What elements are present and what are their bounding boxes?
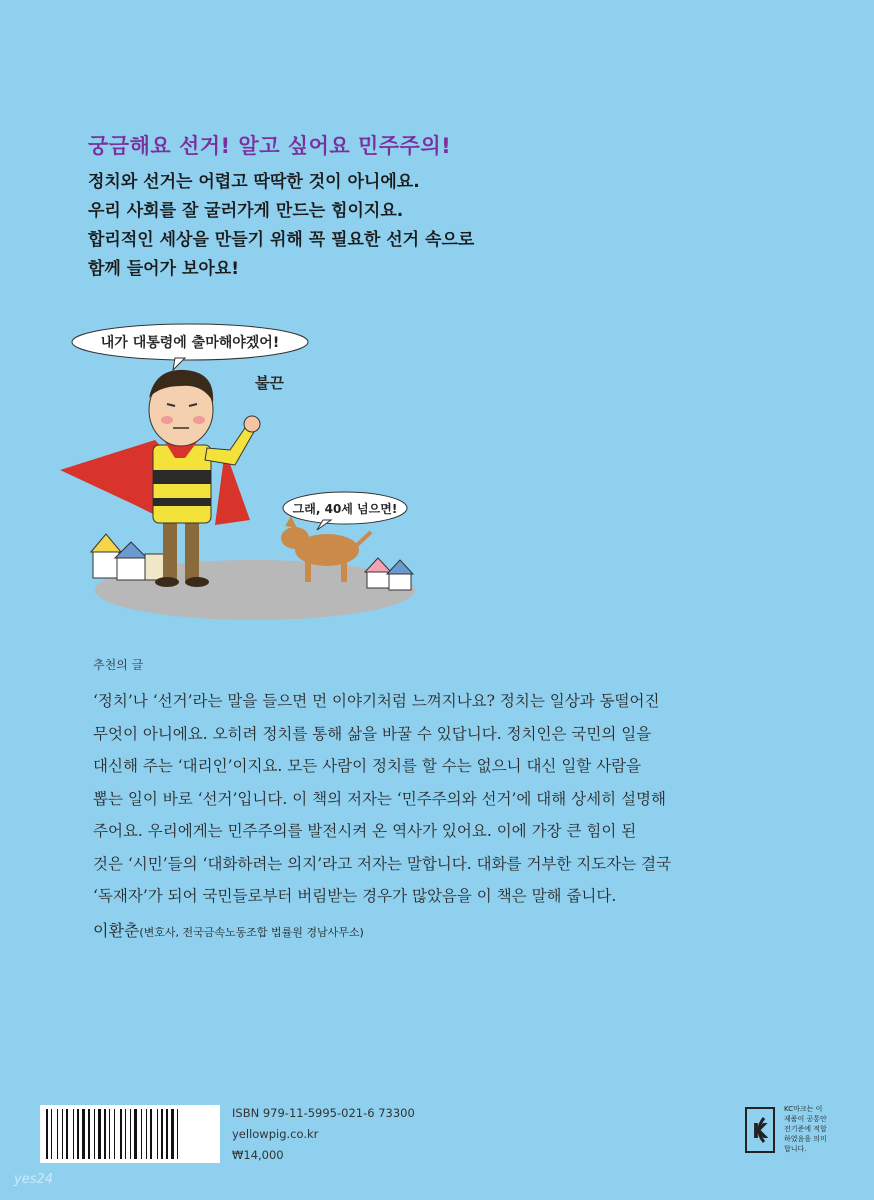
intro-line: 우리 사회를 잘 굴러가게 만드는 힘이지요. [88,201,404,221]
barcode [40,1105,220,1163]
intro-text [88,168,648,284]
speech-text-dog: 그래, 40세 넘으면! [292,502,398,516]
fist-sound-text: 불끈 [255,374,284,392]
houses-right [365,558,413,590]
watermark: yes24 [14,1172,54,1187]
intro-line: 함께 들어가 보아요! [88,259,239,279]
price: ₩14,000 [232,1148,284,1162]
website: yellowpig.co.kr [232,1127,319,1141]
svg-text:K: K [752,1119,768,1143]
author-affiliation: (변호사, 전국금속노동조합 법률원 경남사무소) [139,926,364,939]
recommendation-line: ‘독재자’가 되어 국민들로부터 버림받는 경우가 많았음을 이 책은 말해 줍니다. [93,887,617,905]
publication-info [232,1103,415,1166]
kc-line: 제품이 공통안 [784,1115,827,1123]
isbn: ISBN 979-11-5995-021-6 73300 [232,1106,415,1120]
recommendation-author [93,918,364,941]
recommendation-line: 무엇이 아니에요. 오히려 정치를 통해 삶을 바꿀 수 있답니다. 정치인은 국민의 일을 [93,724,652,743]
recommendation-line: 주어요. 우리에게는 민주주의를 발전시켜 온 역사가 있어요. 이에 가장 큰 힘이 된 [93,822,637,840]
intro-line: 합리적인 세상을 만들기 위해 꼭 필요한 선거 속으로 [88,230,475,250]
kc-line: 하였음을 의미 [784,1135,827,1143]
speech-text-boy: 내가 대통령에 출마해야겠어! [100,335,280,351]
recommendation-body [93,685,793,913]
recommendation-label: 추천의 글 [93,658,144,672]
recommendation-line: 대신해 주는 ‘대리인’이지요. 모든 사람이 정치를 할 수는 없으니 대신 일할 사람을 [93,757,642,775]
recommendation-line: 것은 ‘시민’들의 ‘대화하려는 의지’라고 저자는 말합니다. 대화를 거부한 지도자는 결국 [93,854,672,873]
kc-line: 합니다. [784,1145,807,1153]
kc-line: 전기준에 적합 [784,1125,827,1133]
recommendation-line: ‘정치’나 ‘선거’라는 말을 들으면 먼 이야기처럼 느껴지나요? 정치는 일상과 동떨어진 [93,692,660,710]
recommendation-line: 뽑는 일이 바로 ‘선거’입니다. 이 책의 저자는 ‘민주주의와 선거’에 대해 상세히 설명해 [93,789,666,808]
author-name: 이환춘 [93,921,140,940]
houses-left [91,534,165,580]
kc-line: KC마크는 이 [784,1105,823,1113]
cover-illustration [55,320,435,630]
kc-mark-text [784,1104,842,1154]
intro-line: 정치와 선거는 어렵고 딱딱한 것이 아니에요. [88,172,420,192]
headline: 궁금해요 선거! 알고 싶어요 민주주의! [88,134,452,158]
